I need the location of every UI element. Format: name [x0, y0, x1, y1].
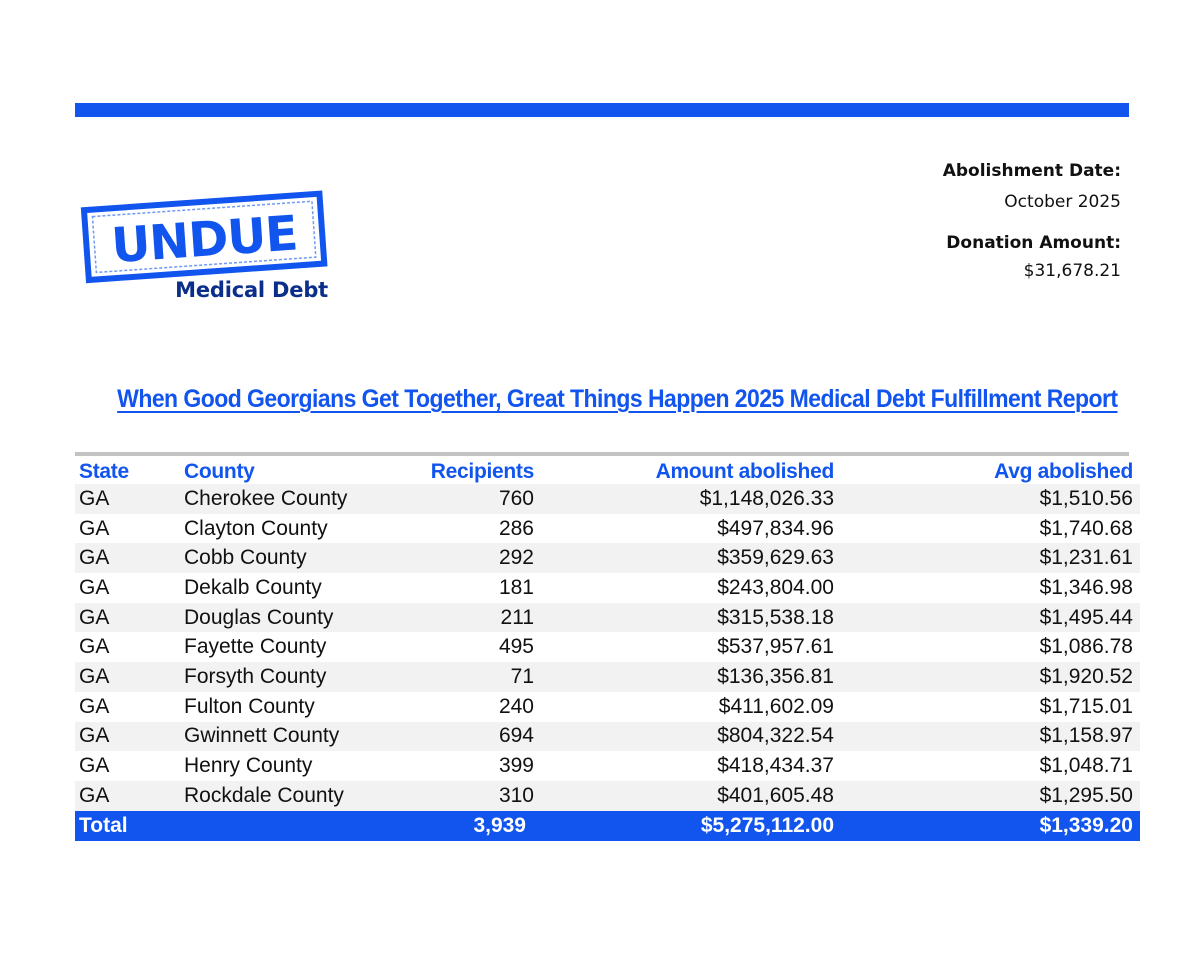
cell-avg-abolished: $1,048.71	[834, 751, 1140, 781]
header-amount-abolished: Amount abolished	[655, 460, 834, 483]
total-avg-abolished: $1,339.20	[834, 811, 1140, 841]
total-label: Total	[75, 811, 184, 841]
cell-amount-abolished: $418,434.37	[534, 751, 834, 781]
cell-recipients: 292	[374, 543, 534, 573]
report-meta	[801, 160, 1121, 282]
cell-recipients: 211	[374, 603, 534, 633]
undue-stamp-icon	[80, 190, 330, 285]
cell-state: GA	[75, 514, 184, 544]
debt-table	[75, 456, 1140, 841]
cell-avg-abolished: $1,715.01	[834, 692, 1140, 722]
header-state: State	[79, 460, 129, 483]
cell-avg-abolished: $1,346.98	[834, 573, 1140, 603]
cell-county: Forsyth County	[184, 662, 374, 692]
table-row	[75, 543, 1140, 573]
total-amount-abolished: $5,275,112.00	[534, 811, 834, 841]
table-row	[75, 781, 1140, 811]
cell-state: GA	[75, 781, 184, 811]
cell-county: Gwinnett County	[184, 722, 374, 752]
table-total-row	[75, 811, 1140, 841]
cell-state: GA	[75, 662, 184, 692]
cell-state: GA	[75, 751, 184, 781]
table-row	[75, 603, 1140, 633]
cell-recipients: 310	[374, 781, 534, 811]
cell-recipients: 240	[374, 692, 534, 722]
cell-recipients: 71	[374, 662, 534, 692]
cell-county: Henry County	[184, 751, 374, 781]
table-row	[75, 573, 1140, 603]
cell-county: Dekalb County	[184, 573, 374, 603]
table-header-row	[75, 456, 1140, 484]
report-title[interactable]: When Good Georgians Get Together, Great Things Happen 2025 Medical Debt Fulfillment Report	[117, 385, 1118, 413]
cell-county: Fayette County	[184, 632, 374, 662]
cell-avg-abolished: $1,295.50	[834, 781, 1140, 811]
cell-county: Douglas County	[184, 603, 374, 633]
table-row	[75, 484, 1140, 514]
table-row	[75, 632, 1140, 662]
cell-county: Clayton County	[184, 514, 374, 544]
cell-county: Rockdale County	[184, 781, 374, 811]
cell-amount-abolished: $359,629.63	[534, 543, 834, 573]
table-row	[75, 751, 1140, 781]
cell-state: GA	[75, 573, 184, 603]
cell-state: GA	[75, 603, 184, 633]
cell-avg-abolished: $1,740.68	[834, 514, 1140, 544]
cell-amount-abolished: $537,957.61	[534, 632, 834, 662]
cell-county: Cherokee County	[184, 484, 374, 514]
cell-recipients: 694	[374, 722, 534, 752]
cell-recipients: 181	[374, 573, 534, 603]
table-row	[75, 722, 1140, 752]
table-body	[75, 484, 1140, 811]
total-county-blank	[184, 811, 374, 841]
header-avg-abolished: Avg abolished	[994, 460, 1133, 483]
cell-amount-abolished: $411,602.09	[534, 692, 834, 722]
header-recipients: Recipients	[430, 460, 534, 483]
logo-subtitle: Medical Debt	[175, 278, 328, 302]
cell-recipients: 286	[374, 514, 534, 544]
cell-county: Cobb County	[184, 543, 374, 573]
header-county: County	[184, 460, 255, 483]
cell-avg-abolished: $1,231.61	[834, 543, 1140, 573]
cell-state: GA	[75, 543, 184, 573]
cell-amount-abolished: $1,148,026.33	[534, 484, 834, 514]
abolishment-date-label: Abolishment Date:	[942, 161, 1121, 181]
cell-amount-abolished: $243,804.00	[534, 573, 834, 603]
undue-medical-debt-logo	[80, 190, 340, 310]
cell-amount-abolished: $315,538.18	[534, 603, 834, 633]
cell-amount-abolished: $804,322.54	[534, 722, 834, 752]
cell-state: GA	[75, 632, 184, 662]
cell-recipients: 399	[374, 751, 534, 781]
cell-amount-abolished: $136,356.81	[534, 662, 834, 692]
cell-avg-abolished: $1,495.44	[834, 603, 1140, 633]
total-recipients: 3,939	[374, 811, 534, 841]
undue-wordmark: UNDUE	[109, 205, 299, 275]
header-accent-bar	[75, 103, 1129, 117]
table-row	[75, 692, 1140, 722]
cell-amount-abolished: $497,834.96	[534, 514, 834, 544]
cell-avg-abolished: $1,158.97	[834, 722, 1140, 752]
cell-avg-abolished: $1,510.56	[834, 484, 1140, 514]
cell-avg-abolished: $1,920.52	[834, 662, 1140, 692]
donation-amount-label: Donation Amount:	[946, 233, 1121, 253]
cell-state: GA	[75, 484, 184, 514]
table-row	[75, 514, 1140, 544]
donation-amount-value: $31,678.21	[1023, 261, 1121, 281]
cell-amount-abolished: $401,605.48	[534, 781, 834, 811]
cell-avg-abolished: $1,086.78	[834, 632, 1140, 662]
cell-recipients: 760	[374, 484, 534, 514]
cell-county: Fulton County	[184, 692, 374, 722]
cell-state: GA	[75, 692, 184, 722]
abolishment-date-value: October 2025	[1004, 192, 1121, 212]
table-row	[75, 662, 1140, 692]
county-table	[75, 452, 1133, 841]
cell-state: GA	[75, 722, 184, 752]
cell-recipients: 495	[374, 632, 534, 662]
